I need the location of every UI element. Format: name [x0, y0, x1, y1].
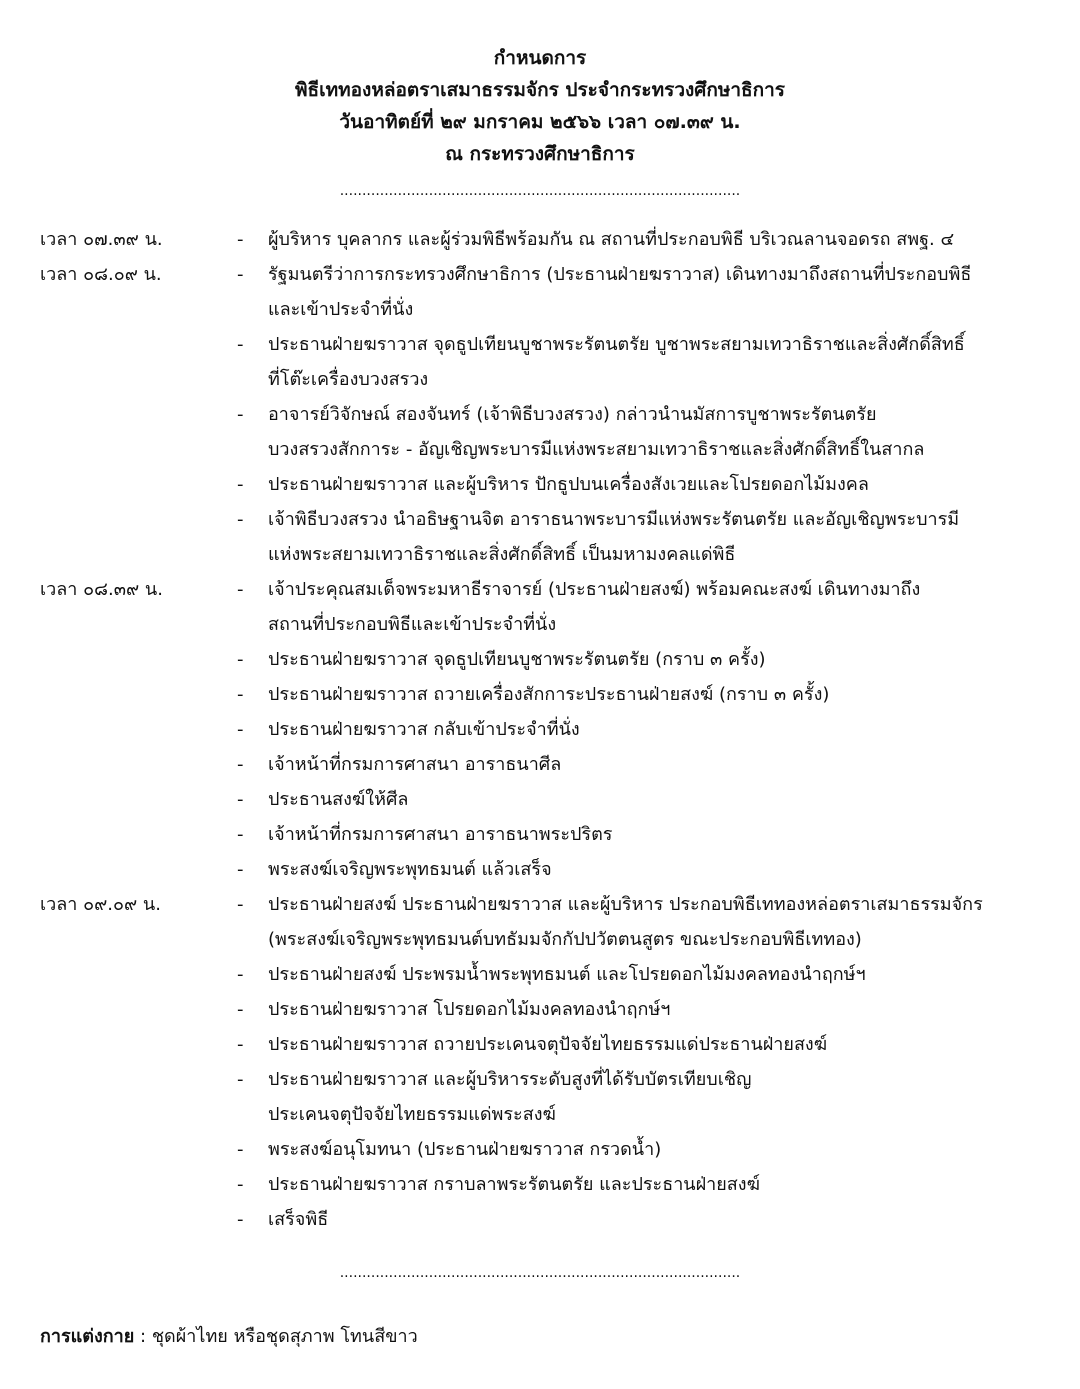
agenda-text-line: สถานที่ประกอบพิธีและเข้าประจำที่นั่ง — [268, 614, 557, 635]
agenda-text-line: ประธานฝ่ายฆราวาส และผู้บริหารระดับสูงที่ได้รับบัตรเทียบเชิญ — [268, 1069, 752, 1090]
agenda-item — [0, 1132, 1080, 1167]
agenda-text-line: และเข้าประจำที่นั่ง — [268, 299, 414, 320]
agenda-text-line: ที่โต๊ะเครื่องบวงสรวง — [268, 369, 429, 390]
agenda-item — [0, 1062, 1080, 1132]
agenda-text-line: ประธานฝ่ายฆราวาส กราบลาพระรัตนตรัย และประธานฝ่ายสงฆ์ — [268, 1174, 760, 1195]
agenda-text — [268, 992, 1048, 1027]
agenda-text — [268, 397, 1048, 467]
agenda-time: เวลา ๐๘.๓๙ น. — [40, 579, 163, 600]
agenda-text — [268, 502, 1048, 572]
agenda-item — [0, 222, 1080, 257]
header-location: ณ กระทรวงศึกษาธิการ — [445, 143, 635, 165]
agenda-text — [268, 747, 1048, 782]
agenda-item — [0, 992, 1080, 1027]
agenda-text — [268, 1167, 1048, 1202]
agenda-text-line: ประธานฝ่ายฆราวาส จุดธูปเทียนบูชาพระรัตนตรัย บูชาพระสยามเทวาธิราชและสิ่งศักดิ์สิทธิ์ — [268, 334, 965, 355]
agenda-bullet-dash: - — [237, 824, 244, 845]
agenda-item — [0, 782, 1080, 817]
agenda-text — [268, 642, 1048, 677]
agenda-bullet-dash: - — [237, 999, 244, 1020]
agenda-list — [0, 222, 1080, 1237]
dress-code — [40, 1322, 418, 1352]
agenda-item — [0, 1202, 1080, 1237]
agenda-text — [268, 1062, 1048, 1132]
agenda-text-line: ประธานฝ่ายสงฆ์ ประพรมน้ำพระพุทธมนต์ และโปรยดอกไม้มงคลทองนำฤกษ์ฯ — [268, 964, 866, 985]
agenda-item — [0, 257, 1080, 327]
agenda-text-line: ประธานฝ่ายฆราวาส ถวายประเคนจตุปัจจัยไทยธรรมแด่ประธานฝ่ายสงฆ์ — [268, 1034, 828, 1055]
agenda-item — [0, 1167, 1080, 1202]
agenda-text-line: ประเคนจตุปัจจัยไทยธรรมแด่พระสงฆ์ — [268, 1104, 556, 1125]
agenda-time: เวลา ๐๗.๓๙ น. — [40, 229, 163, 250]
agenda-text — [268, 572, 1048, 642]
agenda-item — [0, 1027, 1080, 1062]
agenda-text-line: เจ้าประคุณสมเด็จพระมหาธีราจารย์ (ประธานฝ่ายสงฆ์) พร้อมคณะสงฆ์ เดินทางมาถึง — [268, 579, 921, 600]
agenda-bullet-dash: - — [237, 474, 244, 495]
agenda-text — [268, 957, 1048, 992]
agenda-text-line: รัฐมนตรีว่าการกระทรวงศึกษาธิการ (ประธานฝ่ายฆราวาส) เดินทางมาถึงสถานที่ประกอบพิธี — [268, 264, 972, 285]
dress-code-separator: : — [134, 1326, 152, 1347]
agenda-item — [0, 677, 1080, 712]
agenda-text-line: พระสงฆ์เจริญพระพุทธมนต์ แล้วเสร็จ — [268, 859, 552, 880]
agenda-text-line: พระสงฆ์อนุโมทนา (ประธานฝ่ายฆราวาส กรวดน้ำ) — [268, 1139, 662, 1160]
agenda-item — [0, 502, 1080, 572]
agenda-bullet-dash: - — [237, 1174, 244, 1195]
agenda-item — [0, 397, 1080, 467]
agenda-text — [268, 852, 1048, 887]
agenda-bullet-dash: - — [237, 334, 244, 355]
agenda-text — [268, 467, 1048, 502]
agenda-text-line: ประธานฝ่ายสงฆ์ ประธานฝ่ายฆราวาส และผู้บริหาร ประกอบพิธีเททองหล่อตราเสมาธรรมจักร — [268, 894, 983, 915]
agenda-text — [268, 1202, 1048, 1237]
dress-code-label: การแต่งกาย — [40, 1326, 135, 1347]
agenda-bullet-dash: - — [237, 1209, 244, 1230]
agenda-text — [268, 817, 1048, 852]
agenda-text-line: ประธานฝ่ายฆราวาส และผู้บริหาร ปักธูปบนเครื่องสังเวยและโปรยดอกไม้มงคล — [268, 474, 869, 495]
agenda-bullet-dash: - — [237, 789, 244, 810]
agenda-text-line: ผู้บริหาร บุคลากร และผู้ร่วมพิธีพร้อมกัน ณ สถานที่ประกอบพิธี บริเวณลานจอดรถ สพฐ. ๔ — [268, 229, 955, 250]
agenda-text — [268, 327, 1048, 397]
agenda-text — [268, 1027, 1048, 1062]
agenda-bullet-dash: - — [237, 1069, 244, 1090]
agenda-bullet-dash: - — [237, 719, 244, 740]
dress-code-value: ชุดผ้าไทย หรือชุดสุภาพ โทนสีขาว — [151, 1326, 418, 1347]
agenda-text-line: ประธานสงฆ์ให้ศีล — [268, 789, 409, 810]
agenda-text-line: อาจารย์วิจักษณ์ สองจันทร์ (เจ้าพิธีบวงสรวง) กล่าวนำนมัสการบูชาพระรัตนตรัย — [268, 404, 877, 425]
agenda-text-line: เสร็จพิธี — [268, 1209, 329, 1230]
agenda-item — [0, 572, 1080, 642]
agenda-bullet-dash: - — [237, 509, 244, 530]
agenda-item — [0, 642, 1080, 677]
agenda-bullet-dash: - — [237, 404, 244, 425]
agenda-text — [268, 222, 1048, 257]
agenda-text — [268, 1132, 1048, 1167]
agenda-item — [0, 327, 1080, 397]
agenda-text-line: แห่งพระสยามเทวาธิราชและสิ่งศักดิ์สิทธิ์ เป็นมหามงคลแด่พิธี — [268, 544, 736, 565]
agenda-item — [0, 712, 1080, 747]
agenda-text-line: ประธานฝ่ายฆราวาส จุดธูปเทียนบูชาพระรัตนตรัย (กราบ ๓ ครั้ง) — [268, 649, 766, 670]
document-header — [0, 42, 1080, 170]
agenda-text-line: ประธานฝ่ายฆราวาส ถวายเครื่องสักการะประธานฝ่ายสงฆ์ (กราบ ๓ ครั้ง) — [268, 684, 830, 705]
agenda-text-line: (พระสงฆ์เจริญพระพุทธมนต์บทธัมมจักกัปปวัตตนสูตร ขณะประกอบพิธีเททอง) — [268, 929, 862, 950]
agenda-text-line: ประธานฝ่ายฆราวาส กลับเข้าประจำที่นั่ง — [268, 719, 580, 740]
agenda-time: เวลา ๐๙.๐๙ น. — [40, 894, 161, 915]
agenda-bullet-dash: - — [237, 964, 244, 985]
agenda-text — [268, 257, 1048, 327]
agenda-text — [268, 677, 1048, 712]
agenda-text-line: บวงสรวงสักการะ - อัญเชิญพระบารมีแห่งพระสยามเทวาธิราชและสิ่งศักดิ์สิทธิ์ในสากล — [268, 439, 925, 460]
agenda-bullet-dash: - — [237, 1139, 244, 1160]
agenda-item — [0, 817, 1080, 852]
bottom-dotted-separator: .......................................................................................... — [339, 1266, 741, 1280]
agenda-text — [268, 712, 1048, 747]
agenda-item — [0, 887, 1080, 957]
agenda-bullet-dash: - — [237, 754, 244, 775]
top-dotted-separator: .......................................................................................... — [339, 184, 741, 198]
agenda-item — [0, 852, 1080, 887]
agenda-text — [268, 887, 1048, 957]
agenda-bullet-dash: - — [237, 579, 244, 600]
agenda-bullet-dash: - — [237, 649, 244, 670]
agenda-item — [0, 467, 1080, 502]
agenda-bullet-dash: - — [237, 229, 244, 250]
agenda-bullet-dash: - — [237, 1034, 244, 1055]
header-ceremony-name: พิธีเททองหล่อตราเสมาธรรมจักร ประจำกระทรวงศึกษาธิการ — [294, 79, 785, 101]
agenda-text-line: เจ้าหน้าที่กรมการศาสนา อาราธนาศีล — [268, 754, 562, 775]
agenda-time: เวลา ๐๘.๐๙ น. — [40, 264, 162, 285]
agenda-text-line: ประธานฝ่ายฆราวาส โปรยดอกไม้มงคลทองนำฤกษ์ฯ — [268, 999, 671, 1020]
agenda-text-line: เจ้าหน้าที่กรมการศาสนา อาราธนาพระปริตร — [268, 824, 613, 845]
agenda-text — [268, 782, 1048, 817]
header-title: กำหนดการ — [493, 47, 587, 69]
agenda-bullet-dash: - — [237, 264, 244, 285]
header-date-time: วันอาทิตย์ที่ ๒๙ มกราคม ๒๕๖๖ เวลา ๐๗.๓๙ น. — [339, 111, 741, 133]
agenda-item — [0, 747, 1080, 782]
agenda-text-line: เจ้าพิธีบวงสรวง นำอธิษฐานจิต อาราธนาพระบารมีแห่งพระรัตนตรัย และอัญเชิญพระบารมี — [268, 509, 960, 530]
agenda-bullet-dash: - — [237, 684, 244, 705]
agenda-bullet-dash: - — [237, 894, 244, 915]
agenda-bullet-dash: - — [237, 859, 244, 880]
agenda-item — [0, 957, 1080, 992]
